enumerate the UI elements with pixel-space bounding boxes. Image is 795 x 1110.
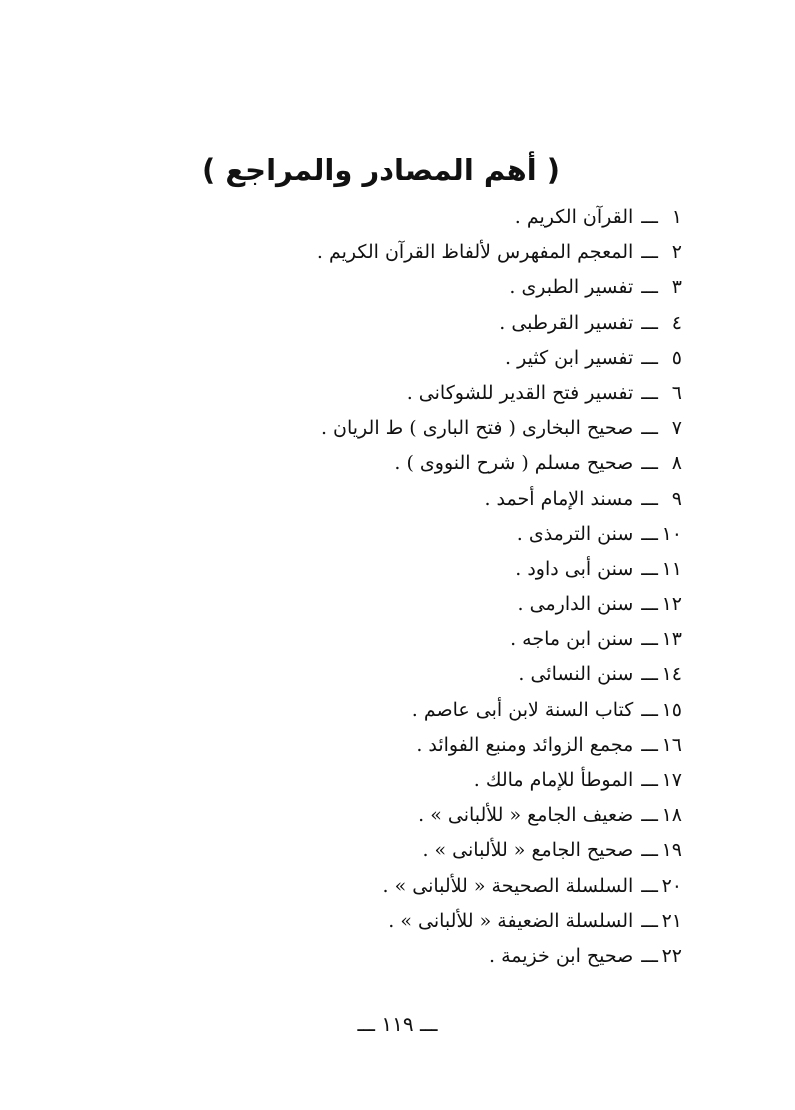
reference-dash: ـــ xyxy=(641,346,658,369)
reference-text: كتاب السنة لابن أبى عاصم . xyxy=(411,698,634,721)
reference-number: ١ xyxy=(671,206,682,228)
page-number: ـــ ١١٩ ـــ xyxy=(357,1012,438,1036)
reference-dash: ـــ xyxy=(641,311,658,334)
reference-number: ١٩ xyxy=(661,839,682,862)
reference-item xyxy=(162,587,682,622)
reference-dash: ـــ xyxy=(641,381,658,404)
reference-item xyxy=(162,763,682,798)
reference-text: الموطأ للإمام مالك . xyxy=(473,769,634,791)
reference-text: سنن الدارمى . xyxy=(517,593,634,616)
page-title: ( أهم المصادر والمراجع ) xyxy=(202,153,560,187)
reference-dash: ـــ xyxy=(641,663,658,686)
reference-number: ١٨ xyxy=(661,804,682,827)
reference-dash: ـــ xyxy=(641,874,658,897)
reference-number: ١٥ xyxy=(661,698,682,721)
reference-dash: ـــ xyxy=(641,557,658,580)
reference-text: صحيح ابن خزيمة . xyxy=(489,944,634,967)
reference-item xyxy=(162,939,682,974)
reference-dash: ـــ xyxy=(641,944,658,967)
reference-item xyxy=(162,270,682,305)
reference-item xyxy=(162,446,682,481)
reference-dash: ـــ xyxy=(641,769,658,791)
reference-text: صحيح الجامع « للألبانى » . xyxy=(422,839,634,862)
reference-text: تفسير فتح القدير للشوكانى . xyxy=(406,381,634,404)
reference-number: ٥ xyxy=(671,346,682,369)
reference-item xyxy=(162,517,682,552)
reference-text: مسند الإمام أحمد . xyxy=(484,487,634,510)
reference-text: السلسلة الصحيحة « للألبانى » . xyxy=(382,874,634,897)
reference-item xyxy=(162,306,682,341)
reference-item xyxy=(162,341,682,376)
reference-dash: ـــ xyxy=(641,487,658,510)
reference-text: ضعيف الجامع « للألبانى » . xyxy=(418,804,634,827)
reference-number: ٨ xyxy=(671,452,682,475)
reference-dash: ـــ xyxy=(641,698,658,721)
reference-text: سنن أبى داود . xyxy=(515,557,634,580)
reference-item xyxy=(162,904,682,939)
reference-text: صحيح البخارى ( فتح البارى ) ط الريان . xyxy=(320,417,634,440)
reference-text: سنن الترمذى . xyxy=(516,522,634,545)
references-list xyxy=(162,200,682,974)
reference-number: ٩ xyxy=(671,487,682,510)
reference-number: ٢١ xyxy=(661,909,682,932)
reference-number: ١٤ xyxy=(661,663,682,686)
reference-item xyxy=(162,798,682,833)
reference-item xyxy=(162,482,682,517)
reference-item xyxy=(162,693,682,728)
reference-item xyxy=(162,833,682,868)
reference-number: ٧ xyxy=(671,417,682,440)
reference-text: مجمع الزوائد ومنبع الفوائد . xyxy=(416,733,634,756)
reference-text: المعجم المفهرس لألفاظ القرآن الكريم . xyxy=(316,241,634,264)
reference-number: ١٧ xyxy=(661,769,682,791)
reference-number: ١٠ xyxy=(661,522,682,545)
reference-item xyxy=(162,622,682,657)
reference-item xyxy=(162,869,682,904)
reference-item xyxy=(162,552,682,587)
reference-number: ٤ xyxy=(671,311,682,334)
reference-number: ٣ xyxy=(671,276,682,299)
reference-dash: ـــ xyxy=(641,276,658,299)
reference-dash: ـــ xyxy=(641,804,658,827)
reference-text: تفسير القرطبى . xyxy=(499,311,634,334)
reference-number: ١٣ xyxy=(661,628,682,651)
reference-item xyxy=(162,200,682,235)
reference-dash: ـــ xyxy=(641,733,658,756)
reference-number: ٢٢ xyxy=(661,944,682,967)
reference-item xyxy=(162,657,682,692)
reference-number: ١٢ xyxy=(661,593,682,616)
reference-number: ٦ xyxy=(671,381,682,404)
reference-item xyxy=(162,411,682,446)
reference-number: ١١ xyxy=(661,557,682,580)
reference-text: السلسلة الضعيفة « للألبانى » . xyxy=(388,909,634,932)
reference-dash: ـــ xyxy=(641,628,658,651)
reference-dash: ـــ xyxy=(641,593,658,616)
reference-text: صحيح مسلم ( شرح النووى ) . xyxy=(394,452,634,475)
reference-dash: ـــ xyxy=(641,206,658,228)
reference-text: تفسير ابن كثير . xyxy=(505,346,634,369)
reference-number: ٢٠ xyxy=(661,874,682,897)
reference-number: ١٦ xyxy=(661,733,682,756)
reference-text: سنن ابن ماجه . xyxy=(510,628,634,651)
reference-dash: ـــ xyxy=(641,417,658,440)
reference-dash: ـــ xyxy=(641,452,658,475)
reference-dash: ـــ xyxy=(641,839,658,862)
reference-text: سنن النسائى . xyxy=(518,663,634,686)
reference-item xyxy=(162,728,682,763)
reference-number: ٢ xyxy=(671,241,682,264)
reference-item xyxy=(162,235,682,270)
reference-dash: ـــ xyxy=(641,522,658,545)
reference-text: القرآن الكريم . xyxy=(514,206,634,228)
reference-item xyxy=(162,376,682,411)
reference-text: تفسير الطبرى . xyxy=(509,276,634,299)
reference-dash: ـــ xyxy=(641,909,658,932)
reference-dash: ـــ xyxy=(641,241,658,264)
